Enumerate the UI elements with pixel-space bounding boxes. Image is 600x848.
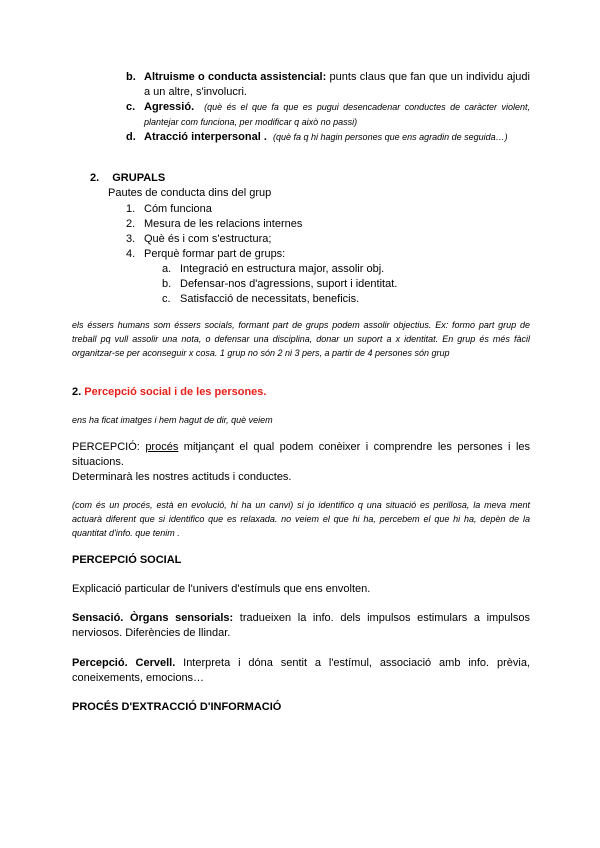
- list-item: 3. Què és i com s'estructura;: [126, 233, 272, 245]
- list-label: c.: [126, 101, 136, 113]
- list-item: 4. Perquè formar part de grups:: [126, 248, 286, 260]
- percepcio-cervell-paragraph: [72, 656, 530, 686]
- grupals-list: [126, 202, 486, 262]
- list-item: 2. Mesura de les relacions internes: [126, 218, 303, 230]
- section-heading: [72, 385, 266, 400]
- percepcio-label: PERCEPCIÓ:: [72, 441, 146, 453]
- section-number: 2.: [72, 386, 82, 398]
- grupals-intro: Pautes de conducta dins del grup: [108, 187, 272, 199]
- percepcio-definition: [72, 440, 530, 470]
- list-item-b: [126, 70, 530, 100]
- percepcio-social-heading: PERCEPCIÓ SOCIAL: [72, 554, 182, 566]
- heading-text: GRUPALS: [112, 172, 166, 184]
- item-title: Atracció interpersonal .: [144, 131, 267, 143]
- percepcio-text: mitjançant el qual podem conèixer i comprendre les persones i les situacions.: [72, 441, 531, 468]
- list-item: a. Integració en estructura major, assolir obj.: [162, 263, 385, 275]
- note-images: ens ha ficat imatges i hem hagut de dir, què veiem: [72, 415, 273, 425]
- list-label: d.: [126, 131, 136, 143]
- section-title: Percepció social i de les persones.: [84, 386, 267, 398]
- sensacio-paragraph: [72, 611, 530, 641]
- percepcio-cervell-text: Interpreta i dóna sentit a l'estímul, associació amb info. prèvia, coneixements, emocions…: [72, 657, 530, 684]
- item-note: (què és el que fa que es pugui desencadenar conductes de caràcter violent, plantejar com funciona, per modificar q això no passi): [144, 102, 530, 127]
- list-item: b. Defensar-nos d'agressions, suport i identitat.: [162, 278, 398, 290]
- item-note: (què fa q hi hagin persones que ens agradin de seguida…): [273, 132, 508, 142]
- sensacio-title: Sensació. Òrgans sensorials:: [72, 612, 234, 624]
- note-groups: els éssers humans som éssers socials, formant part de grups podem assolir objectius. Ex: formo part grup de treball pq vull assolir una nota, o defensar una disciplina, donar un suport a x identitat. En grup és més fàcil organitzar-se per aconseguir x cosa. 1 grup no són 2 ni 3 pers, a partir de 4 persones són grup: [72, 320, 530, 358]
- list-label: b.: [126, 71, 136, 83]
- grupals-heading: [90, 171, 165, 186]
- item-title: Agressió.: [144, 101, 195, 113]
- percepcio-cervell-title: Percepció. Cervell.: [72, 657, 176, 669]
- explicacio-text: Explicació particular de l'univers d'estímuls que ens envolten.: [72, 583, 371, 595]
- list-item: c. Satisfacció de necessitats, beneficis.: [162, 293, 360, 305]
- note-process: (com és un procés, està en evolució, hi ha un canvi) si jo identifico q una situació es perillosa, la meva ment actuarà diferent que si identifico que es relaxada. no veiem el que hi ha, percebem el que hi ha, depèn de la quantitat d'info. que tenim .: [72, 500, 530, 538]
- item-text: punts claus que fan que un individu ajudi a un altre, s'involucri.: [144, 71, 530, 98]
- sensacio-text: tradueixen la info. dels impulsos estimulars a impulsos nerviosos. Diferències de llindar.: [72, 612, 530, 639]
- list-item-d: [126, 130, 530, 145]
- heading-number: 2.: [90, 172, 100, 184]
- grupals-sublist: [162, 262, 462, 307]
- percepcio-line2: Determinarà les nostres actituds i conductes.: [72, 471, 292, 483]
- item-title: Altruisme o conducta assistencial:: [144, 71, 327, 83]
- list-item-c: [126, 100, 530, 130]
- proces-heading: PROCÉS D'EXTRACCIÓ D'INFORMACIÓ: [72, 701, 282, 713]
- proces-link: procés: [145, 441, 179, 453]
- list-item: 1. Cóm funciona: [126, 203, 212, 215]
